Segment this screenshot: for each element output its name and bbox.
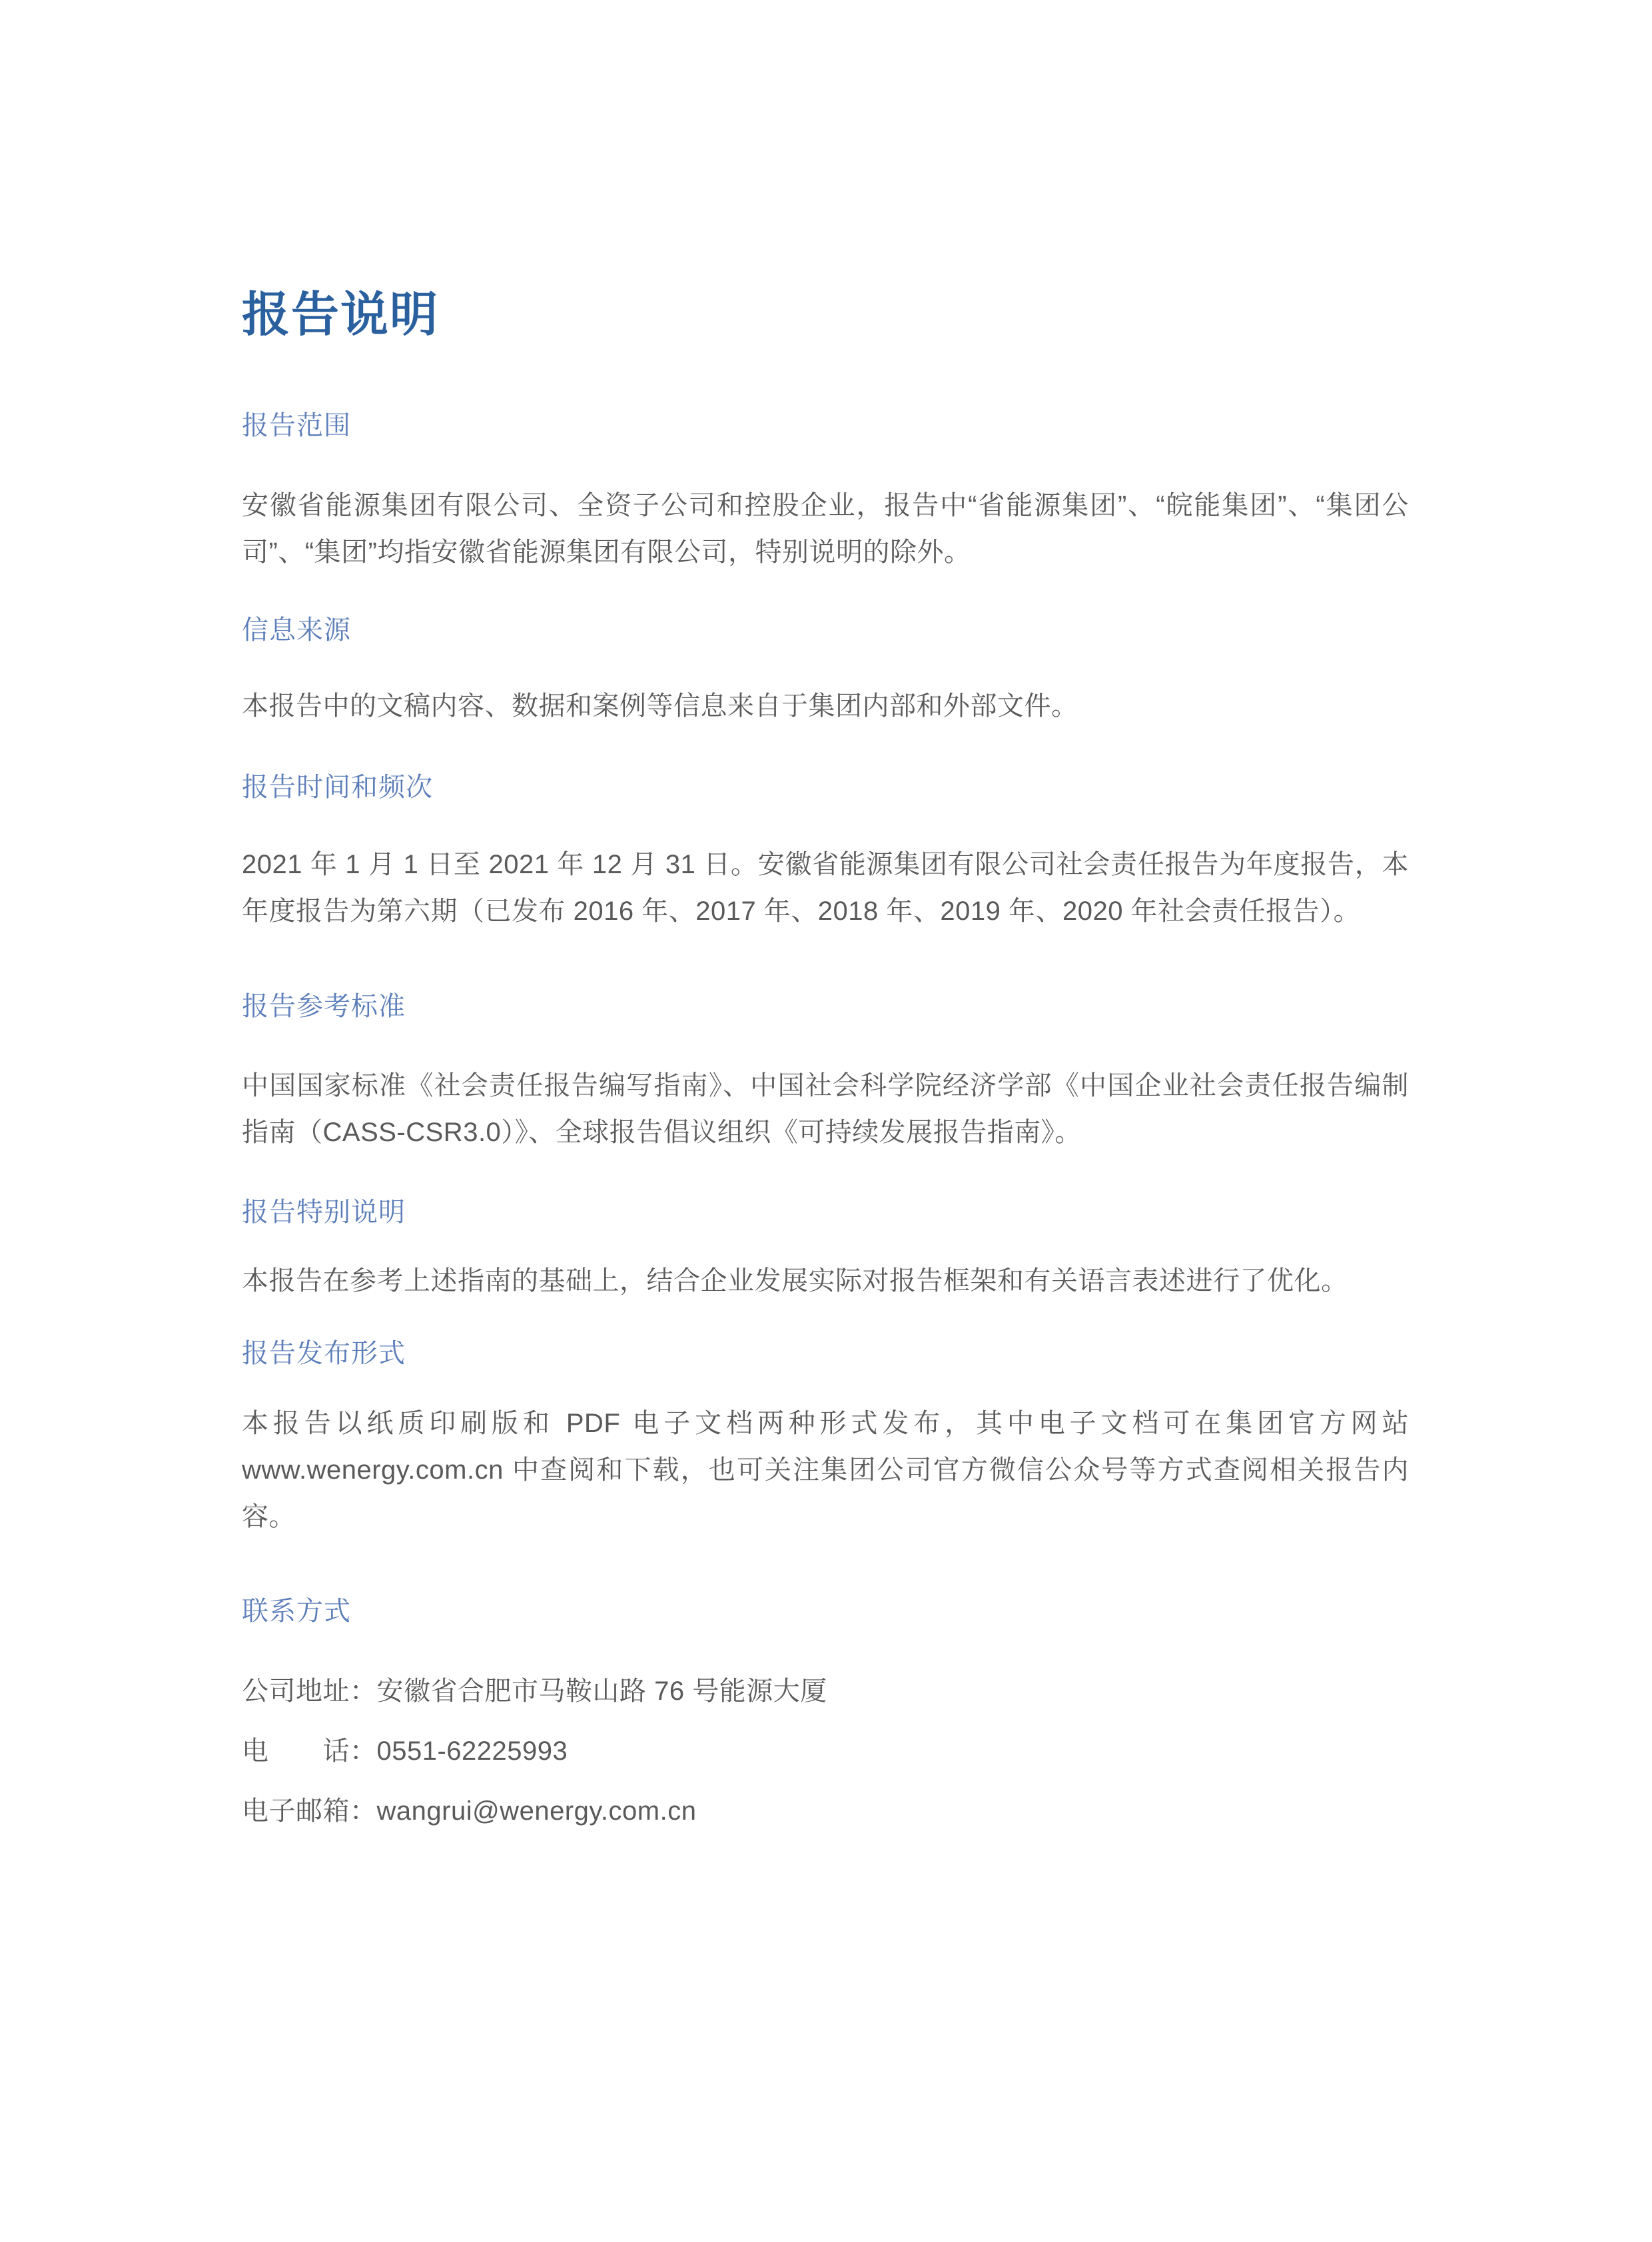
section-heading-report-scope: 报告范围 [242,411,351,441]
contact-email-label: 电子邮箱： [242,1796,377,1826]
document-content [242,0,1409,1834]
section-heading-report-period: 报告时间和频次 [242,773,433,803]
section-heading-contact-info: 联系方式 [242,1597,351,1627]
section-paragraph-special-notes: 本报告在参考上述指南的基础上，结合企业发展实际对报告框架和有关语言表述进行了优化。 [242,1266,1348,1296]
contact-phone-value: 0551-62225993 [376,1736,568,1766]
contact-line-address [242,1668,1409,1714]
section-paragraph-information-source: 本报告中的文稿内容、数据和案例等信息来自于集团内部和外部文件。 [242,691,1078,721]
contact-address-label: 公司地址： [242,1677,377,1706]
section-heading-reference-standards: 报告参考标准 [242,992,406,1022]
contact-line-phone [242,1728,1409,1774]
contact-line-email [242,1788,1409,1834]
section-heading-information-source: 信息来源 [242,615,351,645]
section-paragraph-report-period: 2021 年 1 月 1 日至 2021 年 12 月 31 日。安徽省能源集团有限公司社会责任报告为年度报告，本年度报告为第六期（已发布 2016 年、2017 年、2018 年、2019 年、2020 年社会责任报告）。 [242,850,1409,927]
section-heading-release-format: 报告发布形式 [242,1339,406,1369]
section-paragraph-release-format: 本报告以纸质印刷版和 PDF 电子文档两种形式发布，其中电子文档可在集团官方网站 www.wenergy.com.cn 中查阅和下载，也可关注集团公司官方微信公众号等方式查阅相关报告内容。 [242,1409,1409,1532]
contact-phone-label: 电 话： [242,1736,377,1766]
section-paragraph-report-scope: 安徽省能源集团有限公司、全资子公司和控股企业，报告中“省能源集团”、“皖能集团”、“集团公司”、“集团”均指安徽省能源集团有限公司，特别说明的除外。 [242,491,1409,567]
page-title: 报告说明 [242,288,440,342]
section-heading-special-notes: 报告特别说明 [242,1198,406,1228]
contact-email-value: wangrui@wenergy.com.cn [376,1796,697,1826]
contact-address-value: 安徽省合肥市马鞍山路 76 号能源大厦 [376,1677,827,1706]
section-paragraph-reference-standards: 中国国家标准《社会责任报告编写指南》、中国社会科学院经济学部《中国企业社会责任报告编制指南（CASS-CSR3.0）》、全球报告倡议组织《可持续发展报告指南》。 [242,1071,1409,1148]
